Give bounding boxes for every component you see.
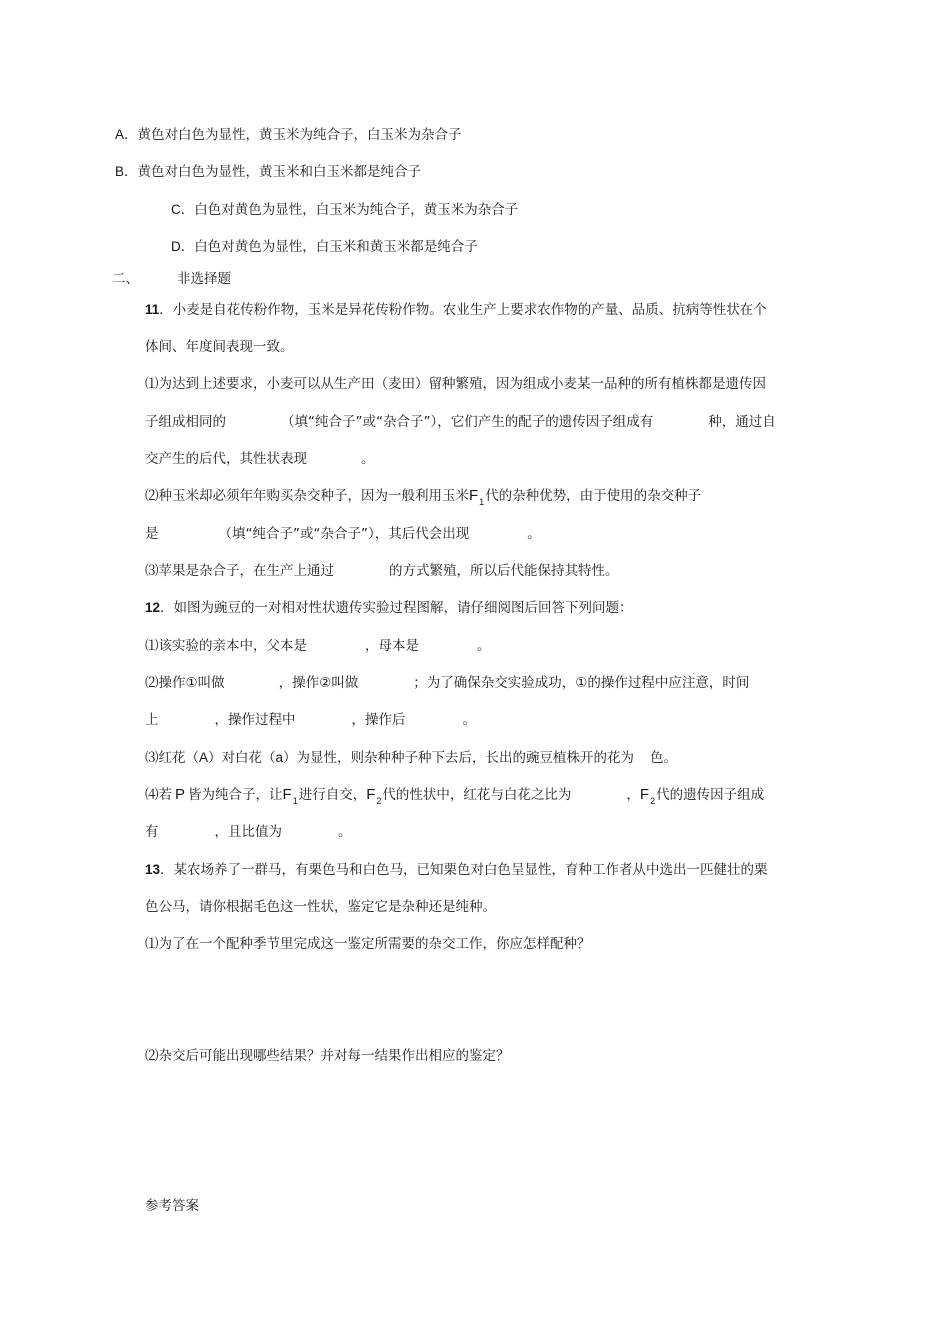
q11-p2-text3: 是	[145, 526, 159, 542]
section-title: 非选择题	[177, 271, 231, 287]
q12-p2-line1	[145, 673, 749, 693]
q13-stem-line2: 色公马，请你根据毛色这一性状，鉴定它是杂种还是纯种。	[145, 899, 496, 915]
q12-p2-text2: ，操作②叫做	[278, 675, 359, 691]
q12-p4-text3: 进行自交，	[298, 787, 367, 803]
q12-stem-text: 如图为豌豆的一对相对性状遗传实验过程图解，请仔细阅图后回答下列问题：	[173, 600, 633, 616]
option-d-text: 白色对黄色为显性，白玉米和黄玉米都是纯合子	[194, 239, 478, 255]
q11-p1-text4: 交产生的后代，其性状表现	[145, 451, 307, 467]
q13-stem1: 某农场养了一群马，有栗色马和白色马，已知栗色对白色呈显性，育种工作者从中选出一匹健壮的栗	[173, 862, 768, 878]
q12-dot: ．	[160, 600, 174, 616]
option-c	[171, 200, 518, 220]
q12-p4-line1	[145, 785, 764, 806]
q11-p1-text5: 。	[361, 451, 375, 467]
q13-number: 13	[145, 862, 161, 877]
q12-p3-text3: ）为显性，则杂种种子种下去后，长出的豌豆植株开的花为	[283, 750, 635, 766]
q12-p2-text1: ⑵操作①叫做	[145, 675, 225, 691]
q11-stem1: 小麦是自花传粉作物，玉米是异花传粉作物。农业生产上要求农作物的产量、品质、抗病等性状在个	[172, 302, 767, 318]
q12-p4-text4: 代的性状中，红花与白花之比为	[382, 787, 572, 803]
q12-p4-text8: ，且比值为	[214, 824, 282, 840]
option-b	[115, 162, 421, 182]
q12-p1-text3: 。	[477, 638, 491, 654]
q11-p2-line2	[145, 524, 541, 544]
q12-p4-text2: 皆为纯合子，让	[188, 787, 283, 803]
q12-p2-text7: 。	[462, 712, 476, 728]
answer-heading: 参考答案	[145, 1198, 199, 1214]
q12-p1-text1: ⑴该实验的亲本中，父本是	[145, 638, 307, 654]
q13-stem-line1	[145, 860, 768, 880]
q11-p2-text4: （填“纯合子”或“杂合子”），其后代会出现	[218, 526, 470, 542]
f-symbol: F	[282, 786, 292, 803]
q12-p3-text4: 色。	[650, 750, 678, 766]
q12-p1-text2: ，母本是	[365, 638, 419, 654]
option-a	[115, 125, 462, 145]
q11-p2-text1: ⑵种玉米却必须年年购买杂交种子，因为一般利用玉米	[145, 488, 469, 504]
q11-p1-text1: 子组成相同的	[145, 414, 226, 430]
q11-p1-line1: ⑴为达到上述要求，小麦可以从生产田（麦田）留种繁殖，因为组成小麦某一品种的所有植株都是遗传因	[145, 376, 766, 392]
q12-p1	[145, 636, 491, 656]
q12-p4-text1: ⑷若	[145, 787, 172, 803]
f-symbol: F	[639, 786, 650, 803]
q11-number: 11	[145, 302, 160, 317]
q12-p2-text6: ，操作后	[351, 712, 406, 728]
q11-p2-line1	[145, 486, 701, 507]
q11-p3-text2: 的方式繁殖，所以后代能保持其特性。	[389, 563, 619, 579]
f-subscript: 2	[650, 796, 656, 806]
q11-p3-text1: ⑶苹果是杂合子，在生产上通过	[145, 563, 334, 579]
q11-stem-line1	[145, 300, 767, 320]
q11-stem-line2: 体间、年度间表现一致。	[145, 339, 294, 355]
q11-p1-line2	[145, 412, 776, 432]
q11-p1-text2: （填“纯合子”或“杂合子”），它们产生的配子的遗传因子组成有	[281, 414, 654, 430]
option-b-letter: B．	[115, 164, 138, 179]
f-symbol: F	[469, 487, 479, 504]
q13-dot: ．	[160, 862, 174, 878]
q11-p2-text5: 。	[527, 526, 541, 542]
q11-dot: ．	[159, 302, 173, 318]
q12-p2-text4: 上	[145, 712, 159, 728]
q11-p1-line3	[145, 449, 375, 469]
section-heading	[112, 269, 231, 289]
option-a-letter: A．	[115, 127, 138, 142]
f-subscript: 2	[376, 796, 382, 806]
option-c-text: 白色对黄色为显性，白玉米为纯合子，黄玉米为杂合子	[194, 202, 519, 218]
option-c-letter: C．	[171, 202, 195, 217]
q12-number: 12	[145, 600, 161, 615]
q12-p2-text3: ；为了确保杂交实验成功，①的操作过程中应注意，时间	[413, 675, 750, 691]
allele-recessive: a	[275, 750, 284, 765]
q12-p3-text2: ）对白花（	[208, 750, 276, 766]
section-number: 二、	[112, 271, 139, 287]
q12-p2-line2	[145, 710, 476, 730]
q12-stem	[145, 598, 633, 618]
q11-p3	[145, 561, 619, 581]
allele-dominant: A	[199, 750, 209, 765]
p-symbol: P	[175, 786, 186, 803]
q11-p2-text2: 代的杂种优势，由于使用的杂交种子	[485, 488, 702, 504]
option-d-letter: D．	[171, 239, 195, 254]
q12-p4-text7: 有	[145, 824, 159, 840]
option-d	[171, 237, 478, 257]
f-subscript: 1	[479, 497, 485, 507]
option-b-text: 黄色对白色为显性，黄玉米和白玉米都是纯合子	[137, 164, 422, 180]
q12-p2-text5: ，操作过程中	[214, 712, 296, 728]
q12-p4-text6: 代的遗传因子组成	[656, 787, 765, 803]
q11-p1-text3: 种，通过自	[708, 414, 776, 430]
f-subscript: 1	[292, 796, 298, 806]
option-a-text: 黄色对白色为显性，黄玉米为纯合子，白玉米为杂合子	[137, 127, 462, 143]
q12-p3-text1: ⑶红花（	[145, 750, 199, 766]
f-symbol: F	[366, 786, 376, 803]
q12-p4-text5: ，	[626, 787, 640, 803]
q13-p2: ⑵杂交后可能出现哪些结果？并对每一结果作出相应的鉴定？	[145, 1048, 510, 1064]
q13-p1: ⑴为了在一个配种季节里完成这一鉴定所需要的杂交工作，你应怎样配种？	[145, 936, 591, 952]
q12-p3	[145, 748, 677, 768]
q12-p4-line2	[145, 822, 352, 842]
q12-p4-text9: 。	[338, 824, 352, 840]
